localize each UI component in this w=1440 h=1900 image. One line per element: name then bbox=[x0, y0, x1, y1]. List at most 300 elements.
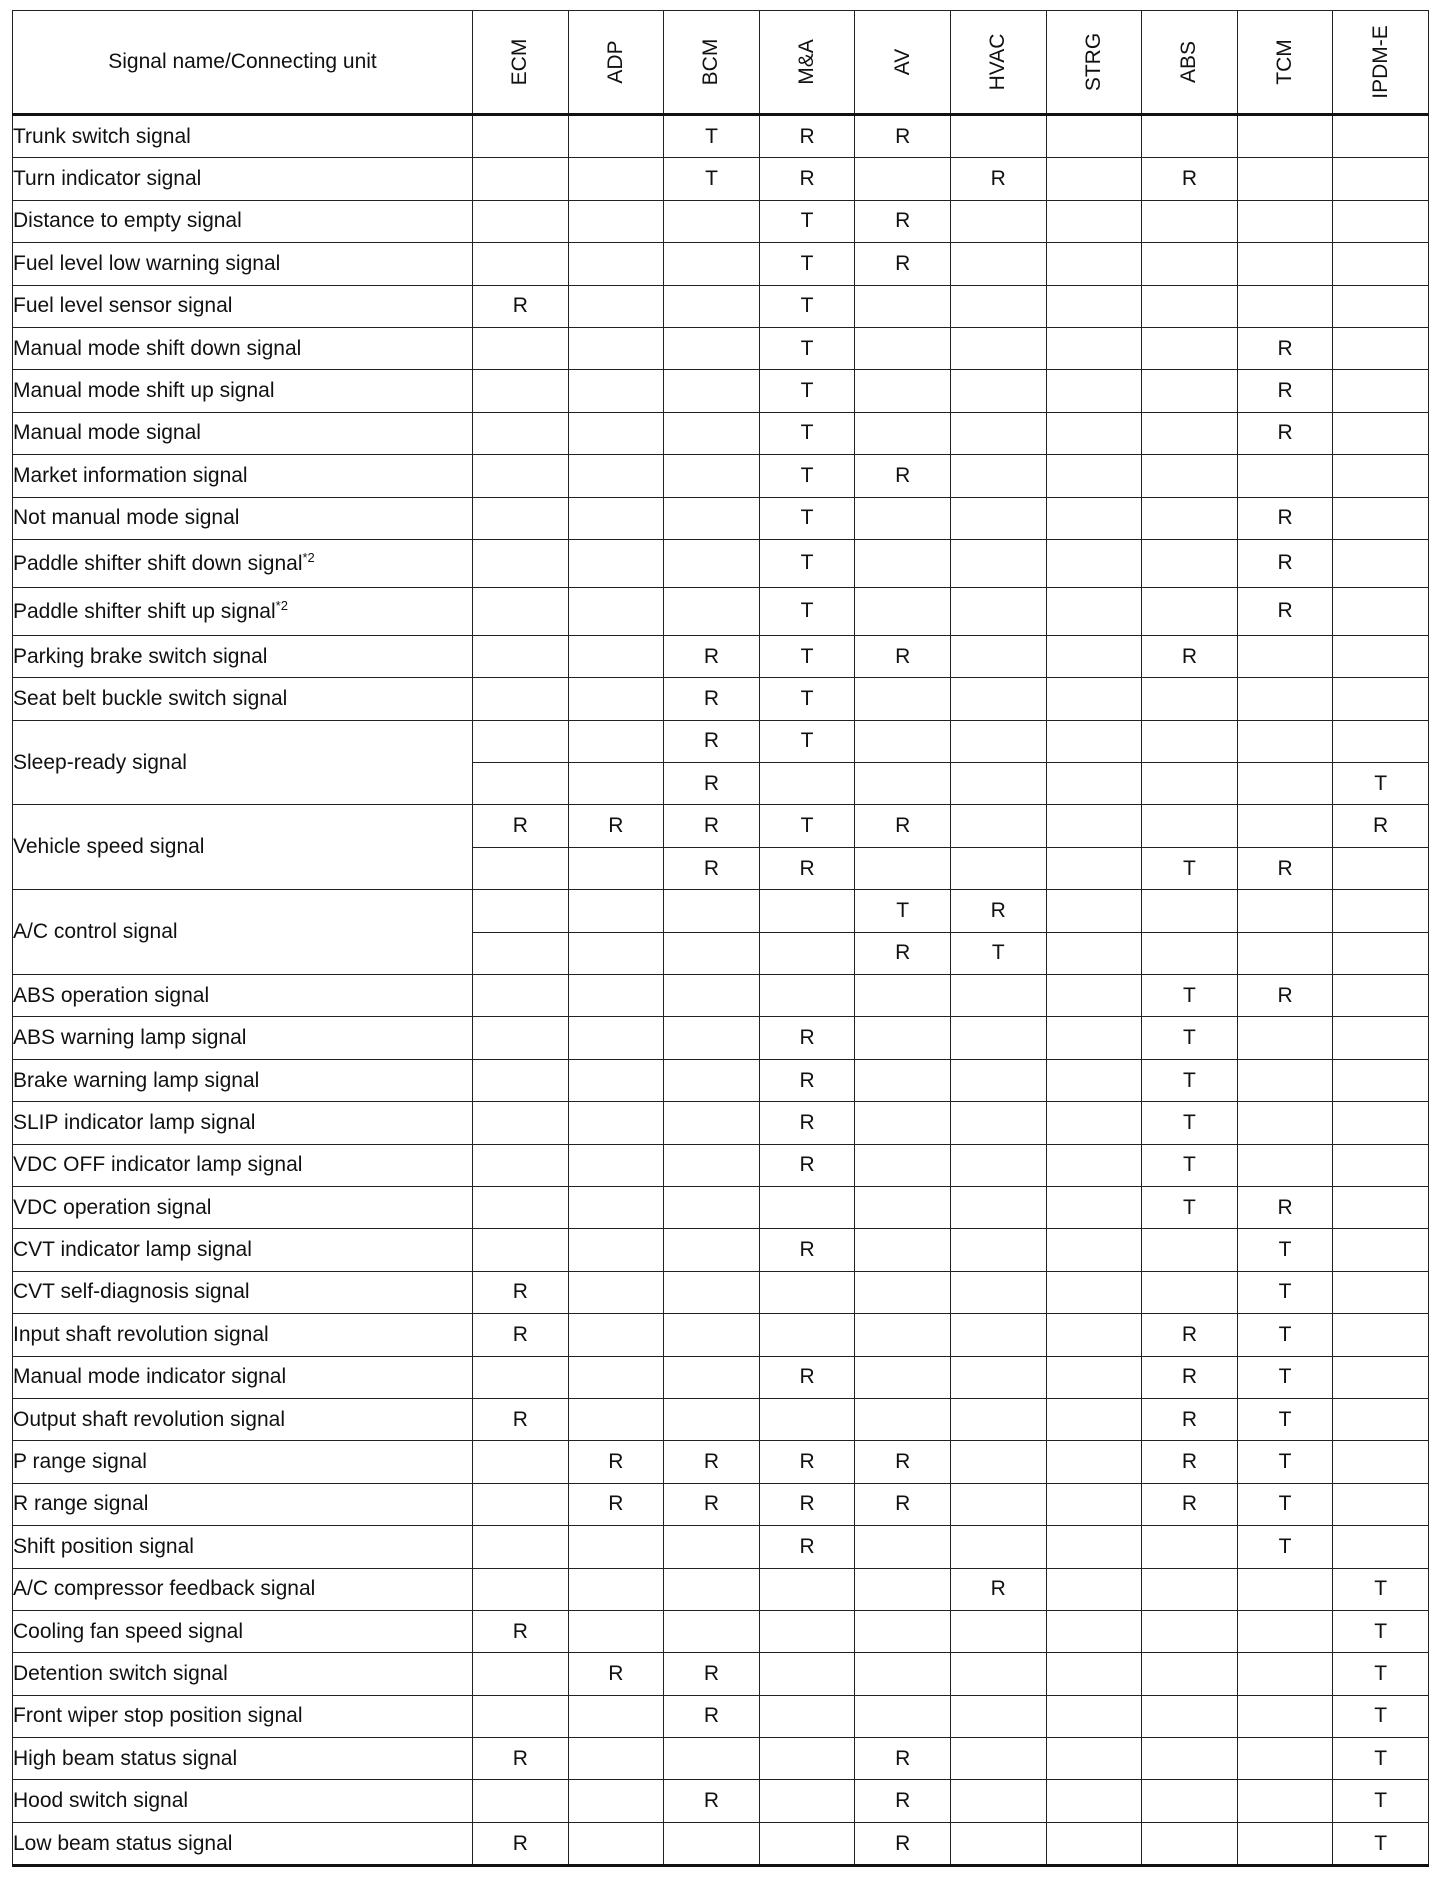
signal-name: ABS operation signal bbox=[13, 983, 210, 1007]
signal-value-cell: R bbox=[1142, 1356, 1238, 1398]
signal-value-cell: T bbox=[759, 720, 855, 762]
signal-value-cell bbox=[664, 1610, 760, 1652]
signal-value-cell: R bbox=[568, 1653, 664, 1695]
signal-name: A/C control signal bbox=[13, 920, 178, 944]
signal-value-cell bbox=[950, 635, 1046, 677]
signal-value-cell: R bbox=[568, 1483, 664, 1525]
signal-value-cell bbox=[1142, 587, 1238, 635]
signal-value-cell bbox=[855, 285, 951, 327]
signal-value-cell bbox=[568, 243, 664, 285]
signal-value-cell bbox=[759, 1314, 855, 1356]
signal-value-cell bbox=[1046, 1314, 1142, 1356]
signal-value-cell bbox=[950, 1144, 1046, 1186]
signal-value-cell: T bbox=[759, 805, 855, 847]
signal-value-cell bbox=[1046, 370, 1142, 412]
signal-value-cell bbox=[1046, 455, 1142, 497]
signal-value-cell bbox=[1237, 285, 1333, 327]
signal-name: Manual mode shift up signal bbox=[13, 379, 275, 403]
signal-value-cell bbox=[473, 327, 569, 369]
signal-value-cell: R bbox=[1237, 370, 1333, 412]
signal-value-cell bbox=[1237, 158, 1333, 200]
signal-value-cell bbox=[950, 805, 1046, 847]
signal-value-cell bbox=[950, 455, 1046, 497]
signal-name-cell bbox=[13, 158, 473, 200]
signal-value-cell bbox=[664, 1102, 760, 1144]
signal-value-cell bbox=[664, 1526, 760, 1568]
signal-value-cell bbox=[950, 678, 1046, 720]
signal-value-cell bbox=[568, 890, 664, 932]
table-row bbox=[13, 1653, 1429, 1695]
signal-value-cell bbox=[759, 1653, 855, 1695]
signal-value-cell bbox=[855, 847, 951, 889]
signal-value-cell bbox=[473, 1568, 569, 1610]
table-row bbox=[13, 890, 1429, 932]
signal-value-cell bbox=[664, 1356, 760, 1398]
signal-value-cell bbox=[855, 1526, 951, 1568]
signal-value-cell: R bbox=[1142, 1398, 1238, 1440]
signal-name-cell bbox=[13, 678, 473, 720]
signal-value-cell bbox=[1142, 678, 1238, 720]
table-row bbox=[13, 115, 1429, 158]
signal-value-cell bbox=[1046, 115, 1142, 158]
signal-value-cell: T bbox=[759, 243, 855, 285]
signal-value-cell bbox=[1142, 497, 1238, 539]
signal-value-cell bbox=[1046, 1568, 1142, 1610]
table-row bbox=[13, 1356, 1429, 1398]
signal-name: Paddle shifter shift down signal bbox=[13, 552, 303, 576]
table-row bbox=[13, 1610, 1429, 1652]
signal-value-cell: R bbox=[759, 1483, 855, 1525]
signal-value-cell bbox=[1046, 1186, 1142, 1228]
signal-value-cell bbox=[1333, 1229, 1429, 1271]
signal-name-cell bbox=[13, 327, 473, 369]
signal-value-cell: R bbox=[1333, 805, 1429, 847]
table-row bbox=[13, 200, 1429, 242]
signal-value-cell bbox=[1142, 720, 1238, 762]
signal-name-cell bbox=[13, 1568, 473, 1610]
signal-value-cell: T bbox=[664, 158, 760, 200]
signal-name-cell bbox=[13, 412, 473, 454]
table-header-row bbox=[13, 11, 1429, 115]
signal-value-cell bbox=[855, 1144, 951, 1186]
signal-value-cell: R bbox=[1237, 327, 1333, 369]
signal-value-cell bbox=[473, 1356, 569, 1398]
table-row bbox=[13, 539, 1429, 587]
signal-value-cell: T bbox=[1142, 847, 1238, 889]
signal-value-cell bbox=[1142, 1229, 1238, 1271]
signal-name: High beam status signal bbox=[13, 1746, 238, 1770]
signal-value-cell bbox=[664, 327, 760, 369]
signal-value-cell bbox=[568, 932, 664, 974]
signal-value-cell bbox=[950, 1483, 1046, 1525]
unit-column-header-bcm bbox=[664, 11, 760, 115]
signal-value-cell bbox=[855, 1398, 951, 1440]
signal-value-cell bbox=[1046, 720, 1142, 762]
signal-value-cell bbox=[568, 497, 664, 539]
signal-value-cell bbox=[568, 1186, 664, 1228]
unit-label: STRG bbox=[1081, 32, 1105, 92]
signal-value-cell bbox=[664, 539, 760, 587]
signal-value-cell bbox=[759, 1738, 855, 1780]
signal-value-cell: R bbox=[473, 1271, 569, 1313]
signal-value-cell: R bbox=[664, 635, 760, 677]
signal-value-cell bbox=[855, 587, 951, 635]
signal-value-cell: R bbox=[473, 805, 569, 847]
signal-value-cell bbox=[1333, 1441, 1429, 1483]
signal-value-cell bbox=[473, 890, 569, 932]
signal-value-cell bbox=[1046, 1356, 1142, 1398]
signal-value-cell bbox=[759, 932, 855, 974]
signal-value-cell bbox=[950, 497, 1046, 539]
signal-name-cell bbox=[13, 455, 473, 497]
signal-value-cell bbox=[855, 327, 951, 369]
signal-value-cell bbox=[1046, 1610, 1142, 1652]
signal-value-cell bbox=[1046, 158, 1142, 200]
signal-value-cell: R bbox=[664, 763, 760, 805]
signal-value-cell bbox=[1237, 763, 1333, 805]
signal-value-cell bbox=[855, 1695, 951, 1737]
signal-name-cell bbox=[13, 1398, 473, 1440]
signal-name-cell bbox=[13, 1441, 473, 1483]
signal-value-cell: T bbox=[1237, 1229, 1333, 1271]
signal-value-cell: T bbox=[1333, 1610, 1429, 1652]
signal-value-cell bbox=[1333, 370, 1429, 412]
signal-value-cell bbox=[1237, 1780, 1333, 1822]
signal-value-cell: T bbox=[759, 587, 855, 635]
signal-value-cell: T bbox=[855, 890, 951, 932]
signal-value-cell bbox=[568, 1780, 664, 1822]
signal-value-cell bbox=[759, 1822, 855, 1865]
signal-value-cell: R bbox=[568, 1441, 664, 1483]
signal-value-cell bbox=[664, 243, 760, 285]
signal-value-cell: R bbox=[759, 1059, 855, 1101]
signal-value-cell bbox=[855, 1059, 951, 1101]
signal-value-cell bbox=[568, 763, 664, 805]
signal-value-cell bbox=[473, 587, 569, 635]
signal-name: Input shaft revolution signal bbox=[13, 1322, 269, 1346]
unit-column-header-strg bbox=[1046, 11, 1142, 115]
table-row bbox=[13, 497, 1429, 539]
signal-value-cell: R bbox=[855, 1441, 951, 1483]
signal-value-cell bbox=[1142, 1780, 1238, 1822]
signal-value-cell bbox=[473, 1653, 569, 1695]
signal-value-cell bbox=[568, 975, 664, 1017]
signal-value-cell: T bbox=[759, 370, 855, 412]
signal-value-cell bbox=[473, 200, 569, 242]
signal-value-cell bbox=[568, 1738, 664, 1780]
table-row bbox=[13, 1822, 1429, 1865]
signal-name-cell bbox=[13, 1738, 473, 1780]
signal-name: Seat belt buckle switch signal bbox=[13, 686, 288, 710]
signal-value-cell: T bbox=[1333, 1822, 1429, 1865]
unit-column-header-abs bbox=[1142, 11, 1238, 115]
signal-value-cell: R bbox=[759, 847, 855, 889]
signal-connecting-unit-table bbox=[12, 10, 1429, 1867]
signal-value-cell: R bbox=[664, 1653, 760, 1695]
signal-value-cell: R bbox=[1237, 847, 1333, 889]
signal-value-cell bbox=[1237, 1822, 1333, 1865]
signal-value-cell bbox=[568, 327, 664, 369]
signal-value-cell bbox=[664, 1568, 760, 1610]
signal-value-cell bbox=[1237, 1695, 1333, 1737]
signal-value-cell bbox=[1046, 327, 1142, 369]
signal-value-cell: T bbox=[759, 539, 855, 587]
signal-value-cell bbox=[950, 1229, 1046, 1271]
signal-value-cell bbox=[855, 370, 951, 412]
signal-value-cell bbox=[1142, 1610, 1238, 1652]
signal-name: Parking brake switch signal bbox=[13, 644, 268, 668]
signal-name-column-header: Signal name/Connecting unit bbox=[13, 11, 473, 115]
signal-value-cell bbox=[1237, 932, 1333, 974]
footnote-marker: *2 bbox=[275, 598, 288, 614]
unit-column-header-ecm bbox=[473, 11, 569, 115]
table-row bbox=[13, 327, 1429, 369]
signal-value-cell bbox=[1142, 890, 1238, 932]
signal-value-cell: R bbox=[473, 1610, 569, 1652]
signal-value-cell bbox=[950, 1526, 1046, 1568]
signal-name: VDC operation signal bbox=[13, 1195, 212, 1219]
signal-value-cell bbox=[1333, 243, 1429, 285]
signal-value-cell bbox=[855, 1186, 951, 1228]
signal-value-cell bbox=[568, 539, 664, 587]
signal-value-cell bbox=[1046, 763, 1142, 805]
signal-value-cell: T bbox=[759, 285, 855, 327]
signal-value-cell: T bbox=[1142, 975, 1238, 1017]
signal-value-cell: T bbox=[1333, 1738, 1429, 1780]
signal-value-cell bbox=[568, 587, 664, 635]
signal-value-cell bbox=[1333, 1398, 1429, 1440]
signal-value-cell bbox=[855, 1568, 951, 1610]
unit-label: IPDM-E bbox=[1368, 25, 1392, 99]
signal-value-cell bbox=[759, 975, 855, 1017]
signal-value-cell: T bbox=[664, 115, 760, 158]
signal-value-cell bbox=[1333, 115, 1429, 158]
signal-value-cell: T bbox=[1237, 1271, 1333, 1313]
signal-name: Market information signal bbox=[13, 463, 248, 487]
signal-value-cell bbox=[950, 1314, 1046, 1356]
signal-value-cell bbox=[1142, 327, 1238, 369]
signal-value-cell bbox=[473, 975, 569, 1017]
signal-name-cell bbox=[13, 1526, 473, 1568]
signal-value-cell bbox=[568, 720, 664, 762]
signal-name-cell bbox=[13, 1017, 473, 1059]
signal-value-cell bbox=[664, 200, 760, 242]
signal-value-cell: T bbox=[1142, 1144, 1238, 1186]
signal-value-cell bbox=[473, 1059, 569, 1101]
signal-value-cell: R bbox=[759, 158, 855, 200]
signal-name-cell bbox=[13, 539, 473, 587]
signal-name: Manual mode signal bbox=[13, 421, 201, 445]
table-row bbox=[13, 678, 1429, 720]
unit-label: ECM bbox=[508, 38, 532, 86]
signal-value-cell: R bbox=[664, 847, 760, 889]
signal-value-cell bbox=[1237, 678, 1333, 720]
table-row bbox=[13, 1186, 1429, 1228]
signal-value-cell bbox=[1237, 200, 1333, 242]
signal-name: ABS warning lamp signal bbox=[13, 1026, 247, 1050]
signal-value-cell: R bbox=[759, 1526, 855, 1568]
signal-value-cell: R bbox=[1237, 497, 1333, 539]
signal-value-cell bbox=[855, 678, 951, 720]
signal-value-cell: R bbox=[950, 890, 1046, 932]
table-row bbox=[13, 243, 1429, 285]
signal-value-cell: T bbox=[1237, 1526, 1333, 1568]
unit-column-header-m-a bbox=[759, 11, 855, 115]
signal-value-cell: T bbox=[759, 635, 855, 677]
signal-value-cell bbox=[950, 975, 1046, 1017]
signal-value-cell bbox=[950, 327, 1046, 369]
signal-name: Front wiper stop position signal bbox=[13, 1704, 303, 1728]
signal-value-cell bbox=[950, 763, 1046, 805]
signal-value-cell bbox=[1333, 1017, 1429, 1059]
signal-value-cell bbox=[1333, 158, 1429, 200]
signal-value-cell bbox=[568, 1102, 664, 1144]
signal-value-cell bbox=[1333, 587, 1429, 635]
signal-name: Manual mode shift down signal bbox=[13, 336, 302, 360]
signal-name-cell bbox=[13, 1695, 473, 1737]
signal-value-cell bbox=[950, 412, 1046, 454]
signal-value-cell bbox=[950, 1822, 1046, 1865]
footnote-marker: *2 bbox=[302, 550, 315, 566]
table-row bbox=[13, 455, 1429, 497]
signal-name: Low beam status signal bbox=[13, 1831, 233, 1855]
signal-value-cell bbox=[664, 1398, 760, 1440]
signal-value-cell: R bbox=[855, 455, 951, 497]
table-row bbox=[13, 1695, 1429, 1737]
signal-value-cell bbox=[855, 1102, 951, 1144]
signal-name-cell bbox=[13, 635, 473, 677]
signal-value-cell bbox=[664, 932, 760, 974]
signal-value-cell bbox=[568, 412, 664, 454]
signal-value-cell: R bbox=[1142, 158, 1238, 200]
signal-name-cell bbox=[13, 1271, 473, 1313]
signal-value-cell bbox=[950, 1695, 1046, 1737]
unit-label: ABS bbox=[1177, 40, 1201, 84]
signal-name: CVT indicator lamp signal bbox=[13, 1238, 252, 1262]
signal-name-cell bbox=[13, 1356, 473, 1398]
signal-value-cell: R bbox=[568, 805, 664, 847]
signal-value-cell: R bbox=[855, 932, 951, 974]
signal-value-cell: R bbox=[1237, 1186, 1333, 1228]
signal-name-cell bbox=[13, 1780, 473, 1822]
signal-value-cell: R bbox=[1142, 1314, 1238, 1356]
signal-value-cell bbox=[855, 539, 951, 587]
signal-value-cell bbox=[950, 539, 1046, 587]
table-row bbox=[13, 158, 1429, 200]
signal-value-cell bbox=[664, 1144, 760, 1186]
signal-value-cell bbox=[568, 285, 664, 327]
signal-name: Manual mode indicator signal bbox=[13, 1365, 287, 1389]
signal-value-cell: R bbox=[473, 1314, 569, 1356]
signal-name-cell bbox=[13, 200, 473, 242]
signal-value-cell bbox=[473, 1229, 569, 1271]
signal-name-cell bbox=[13, 1059, 473, 1101]
signal-value-cell bbox=[1046, 1102, 1142, 1144]
signal-value-cell bbox=[568, 847, 664, 889]
signal-value-cell bbox=[664, 1271, 760, 1313]
signal-value-cell bbox=[473, 1102, 569, 1144]
table-row bbox=[13, 1568, 1429, 1610]
signal-value-cell bbox=[473, 243, 569, 285]
signal-value-cell bbox=[473, 1017, 569, 1059]
signal-name: A/C compressor feedback signal bbox=[13, 1577, 316, 1601]
signal-value-cell bbox=[1046, 1144, 1142, 1186]
signal-value-cell bbox=[473, 1780, 569, 1822]
signal-value-cell bbox=[1046, 587, 1142, 635]
table-row bbox=[13, 1314, 1429, 1356]
signal-value-cell bbox=[950, 1102, 1046, 1144]
signal-value-cell bbox=[1237, 1144, 1333, 1186]
signal-value-cell: T bbox=[759, 412, 855, 454]
signal-value-cell bbox=[1046, 285, 1142, 327]
unit-label: HVAC bbox=[986, 33, 1010, 91]
signal-value-cell bbox=[1333, 975, 1429, 1017]
signal-value-cell bbox=[568, 1568, 664, 1610]
table-row bbox=[13, 1780, 1429, 1822]
signal-value-cell: T bbox=[1142, 1102, 1238, 1144]
signal-value-cell bbox=[568, 158, 664, 200]
signal-value-cell bbox=[1142, 115, 1238, 158]
signal-value-cell bbox=[1333, 1144, 1429, 1186]
signal-value-cell bbox=[1333, 1186, 1429, 1228]
signal-value-cell bbox=[855, 1017, 951, 1059]
signal-value-cell bbox=[664, 370, 760, 412]
unit-label: M&A bbox=[795, 39, 819, 85]
signal-value-cell bbox=[1333, 890, 1429, 932]
signal-value-cell: R bbox=[759, 1102, 855, 1144]
signal-value-cell: R bbox=[855, 1483, 951, 1525]
table-row bbox=[13, 1229, 1429, 1271]
signal-value-cell: T bbox=[1237, 1356, 1333, 1398]
signal-value-cell: T bbox=[1237, 1441, 1333, 1483]
signal-value-cell: T bbox=[1142, 1186, 1238, 1228]
signal-value-cell bbox=[1237, 635, 1333, 677]
signal-value-cell bbox=[1333, 497, 1429, 539]
table-row bbox=[13, 1271, 1429, 1313]
signal-value-cell bbox=[1237, 115, 1333, 158]
signal-value-cell bbox=[950, 720, 1046, 762]
signal-value-cell bbox=[1333, 1356, 1429, 1398]
signal-value-cell bbox=[1237, 455, 1333, 497]
table-row bbox=[13, 370, 1429, 412]
signal-value-cell: T bbox=[1333, 1568, 1429, 1610]
signal-value-cell bbox=[759, 1695, 855, 1737]
signal-name: Distance to empty signal bbox=[13, 209, 242, 233]
signal-value-cell bbox=[759, 1568, 855, 1610]
signal-value-cell: R bbox=[759, 1229, 855, 1271]
signal-value-cell bbox=[1046, 1526, 1142, 1568]
signal-value-cell bbox=[950, 1356, 1046, 1398]
signal-value-cell bbox=[473, 539, 569, 587]
signal-value-cell: T bbox=[759, 200, 855, 242]
signal-value-cell bbox=[568, 1314, 664, 1356]
signal-value-cell bbox=[855, 763, 951, 805]
signal-value-cell bbox=[664, 1738, 760, 1780]
signal-value-cell: R bbox=[664, 1695, 760, 1737]
signal-value-cell bbox=[855, 1610, 951, 1652]
signal-value-cell bbox=[1333, 1483, 1429, 1525]
signal-value-cell: R bbox=[759, 1017, 855, 1059]
signal-value-cell: T bbox=[1333, 1653, 1429, 1695]
signal-value-cell bbox=[1237, 1059, 1333, 1101]
signal-value-cell bbox=[568, 1610, 664, 1652]
signal-name: Hood switch signal bbox=[13, 1789, 189, 1813]
signal-value-cell bbox=[1333, 327, 1429, 369]
signal-value-cell bbox=[1333, 720, 1429, 762]
signal-value-cell bbox=[664, 1059, 760, 1101]
signal-value-cell: R bbox=[1142, 1441, 1238, 1483]
signal-value-cell bbox=[1046, 678, 1142, 720]
